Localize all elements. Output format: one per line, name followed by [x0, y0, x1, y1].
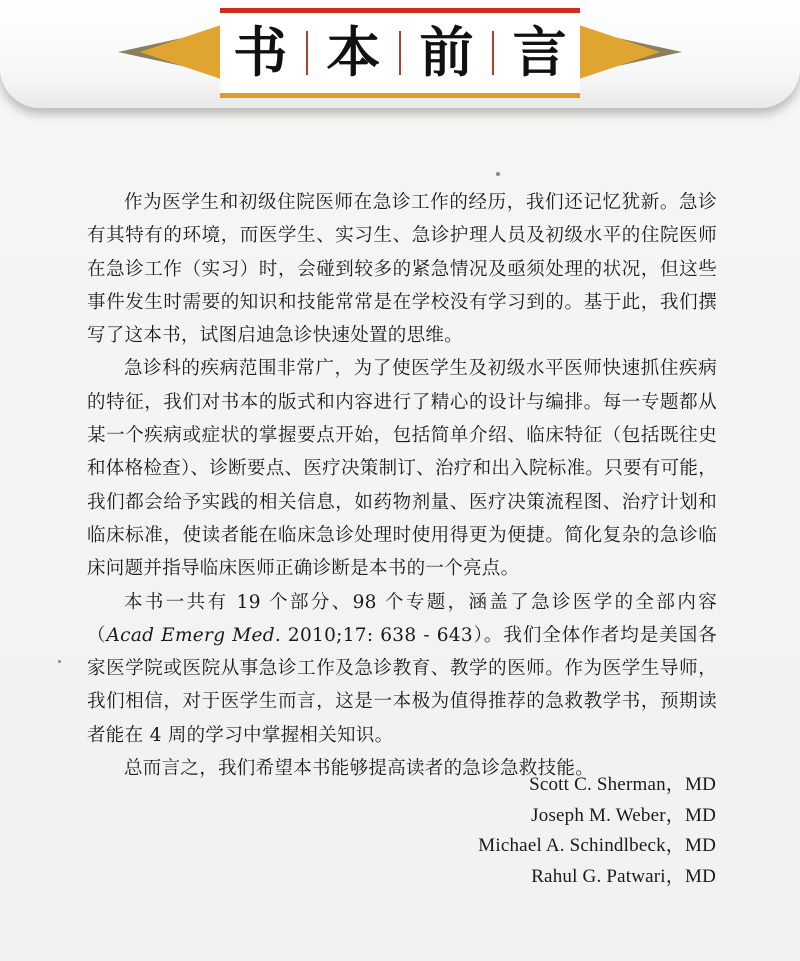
right-wing-gold-decoration [570, 22, 660, 82]
paragraph-3 [87, 586, 717, 752]
author-name: Michael A. Schindlbeck，MD [478, 835, 716, 856]
paragraph-3-text-a: 本书一共有 19 个部分、98 个专题，涵盖了急诊医学的全部内容（ [87, 591, 717, 646]
title-char-3: 前 [419, 21, 474, 84]
journal-citation: Acad Emerg Med [106, 624, 275, 646]
print-speck [58, 660, 61, 663]
paragraph-3-text-b: . 2010;17: 638 - 643）。我们全体作者均是美国各家医学院或医院从事急诊工作及急诊教育、教学的医师。作为医学生导师，我们相信，对于医学生而言，这是一本极为值得推荐的急救教学书，预期读者能在 4 周的学习中掌握相关知识。 [87, 624, 717, 746]
author-name: Joseph M. Weber，MD [531, 804, 716, 826]
paragraph-1: 作为医学生和初级住院医师在急诊工作的经历，我们还记忆犹新。急诊有其特有的环境，而医学生、实习生、急诊护理人员及初级水平的住院医师在急诊工作（实习）时，会碰到较多的紧急情况及亟须处理的状况，但这些事件发生时需要的知识和技能常常是在学校没有学习到的。基于此，我们撰写了这本书，试图启迪急诊快速处置的思维。 [87, 192, 717, 347]
paragraph-4: 总而言之，我们希望本书能够提高读者的急诊急救技能。 [124, 758, 595, 780]
author-name: Rahul G. Patwari，MD [531, 865, 716, 887]
author-name: Scott C. Sherman，MD [529, 774, 716, 795]
paragraph-2: 急诊科的疾病范围非常广，为了使医学生及初级水平医师快速抓住疾病的特征，我们对书本的版式和内容进行了精心的设计与编排。每一专题都从某一个疾病或症状的掌握要点开始，包括简单介绍、临床特征（包括既往史和体格检查）、诊断要点、医疗决策制订、治疗和出入院标准。只要有可能，我们都会给予实践的相关信息，如药物剂量、医疗决策流程图、治疗计划和临床标准，使读者能在临床急诊处理时使用得更为便捷。简化复杂的急诊临床问题并指导临床医师正确诊断是本书的一个亮点。 [87, 358, 717, 580]
title-char-4: 言 [512, 21, 567, 84]
header-banner [0, 0, 800, 120]
left-wing-gold-decoration [140, 22, 230, 82]
page-title [220, 8, 580, 98]
title-separator [492, 31, 494, 75]
title-separator [399, 31, 401, 75]
title-separator [306, 31, 308, 75]
print-speck [496, 172, 500, 176]
title-char-1: 书 [233, 21, 288, 84]
title-char-2: 本 [326, 21, 381, 84]
preface-body [87, 186, 717, 785]
author-signatures [478, 770, 716, 892]
